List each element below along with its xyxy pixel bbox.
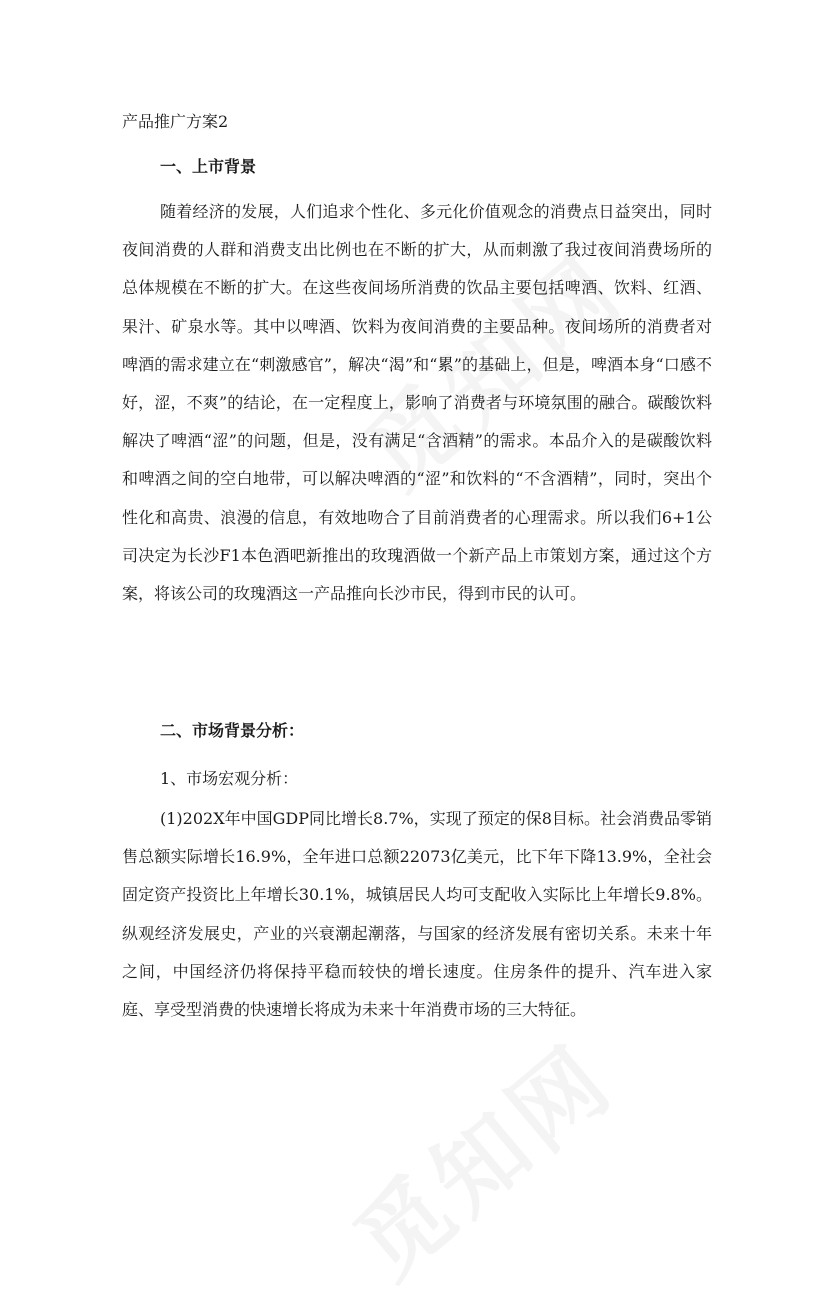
section-paragraph: 随着经济的发展，人们追求个性化、多元化价值观念的消费点日益突出，同时夜间消费的人群和消费支出比例也在不断的扩大，从而刺激了我过夜间消费场所的总体规模在不断的扩大。在这些夜间场所消费的饮品主要包括啤酒、饮料、红酒、果汁、矿泉水等。其中以啤酒、饮料为夜间消费的主要品种。夜间场所的消费者对啤酒的需求建立在“刺激感官”，解决“渴”和“累”的基础上，但是，啤酒本身“口感不好，涩，不爽”的结论，在一定程度上，影响了消费者与环境氛围的融合。碳酸饮料解决了啤酒“涩”的问题，但是，没有满足“含酒精”的需求。本品介入的是碳酸饮料和啤酒之间的空白地带，可以解决啤酒的“涩”和饮料的“不含酒精”，同时，突出个性化和高贵、浪漫的信息，有效地吻合了目前消费者的心理需求。所以我们6+1公司决定为长沙F1本色酒吧新推出的玫瑰酒做一个新产品上市策划方案，通过这个方案，将该公司的玫瑰酒这一产品推向长沙市民，得到市民的认可。 <box>122 202 712 604</box>
document-title: 产品推广方案2 <box>122 112 229 131</box>
watermark <box>323 1009 638 1303</box>
section-subheading: 1、市场宏观分析： <box>160 769 299 788</box>
section-heading: 二、市场背景分析： <box>160 721 305 740</box>
section-heading: 一、上市背景 <box>160 157 257 176</box>
section-paragraph: (1)202X年中国GDP同比增长8.7%，实现了预定的保8目标。社会消费品零销售总额实际增长16.9%，全年进口总额22073亿美元，比下年下降13.9%，全社会固定资产投资比上年增长30.1%，城镇居民人均可支配收入实际比上年增长9.8%。纵观经济发展史，产业的兴衰潮起潮落，与国家的经济发展有密切关系。未来十年之间，中国经济仍将保持平稳而较快的增长速度。住房条件的提升、汽车进入家庭、享受型消费的快速增长将成为未来十年消费市场的三大特征。 <box>122 809 712 1020</box>
